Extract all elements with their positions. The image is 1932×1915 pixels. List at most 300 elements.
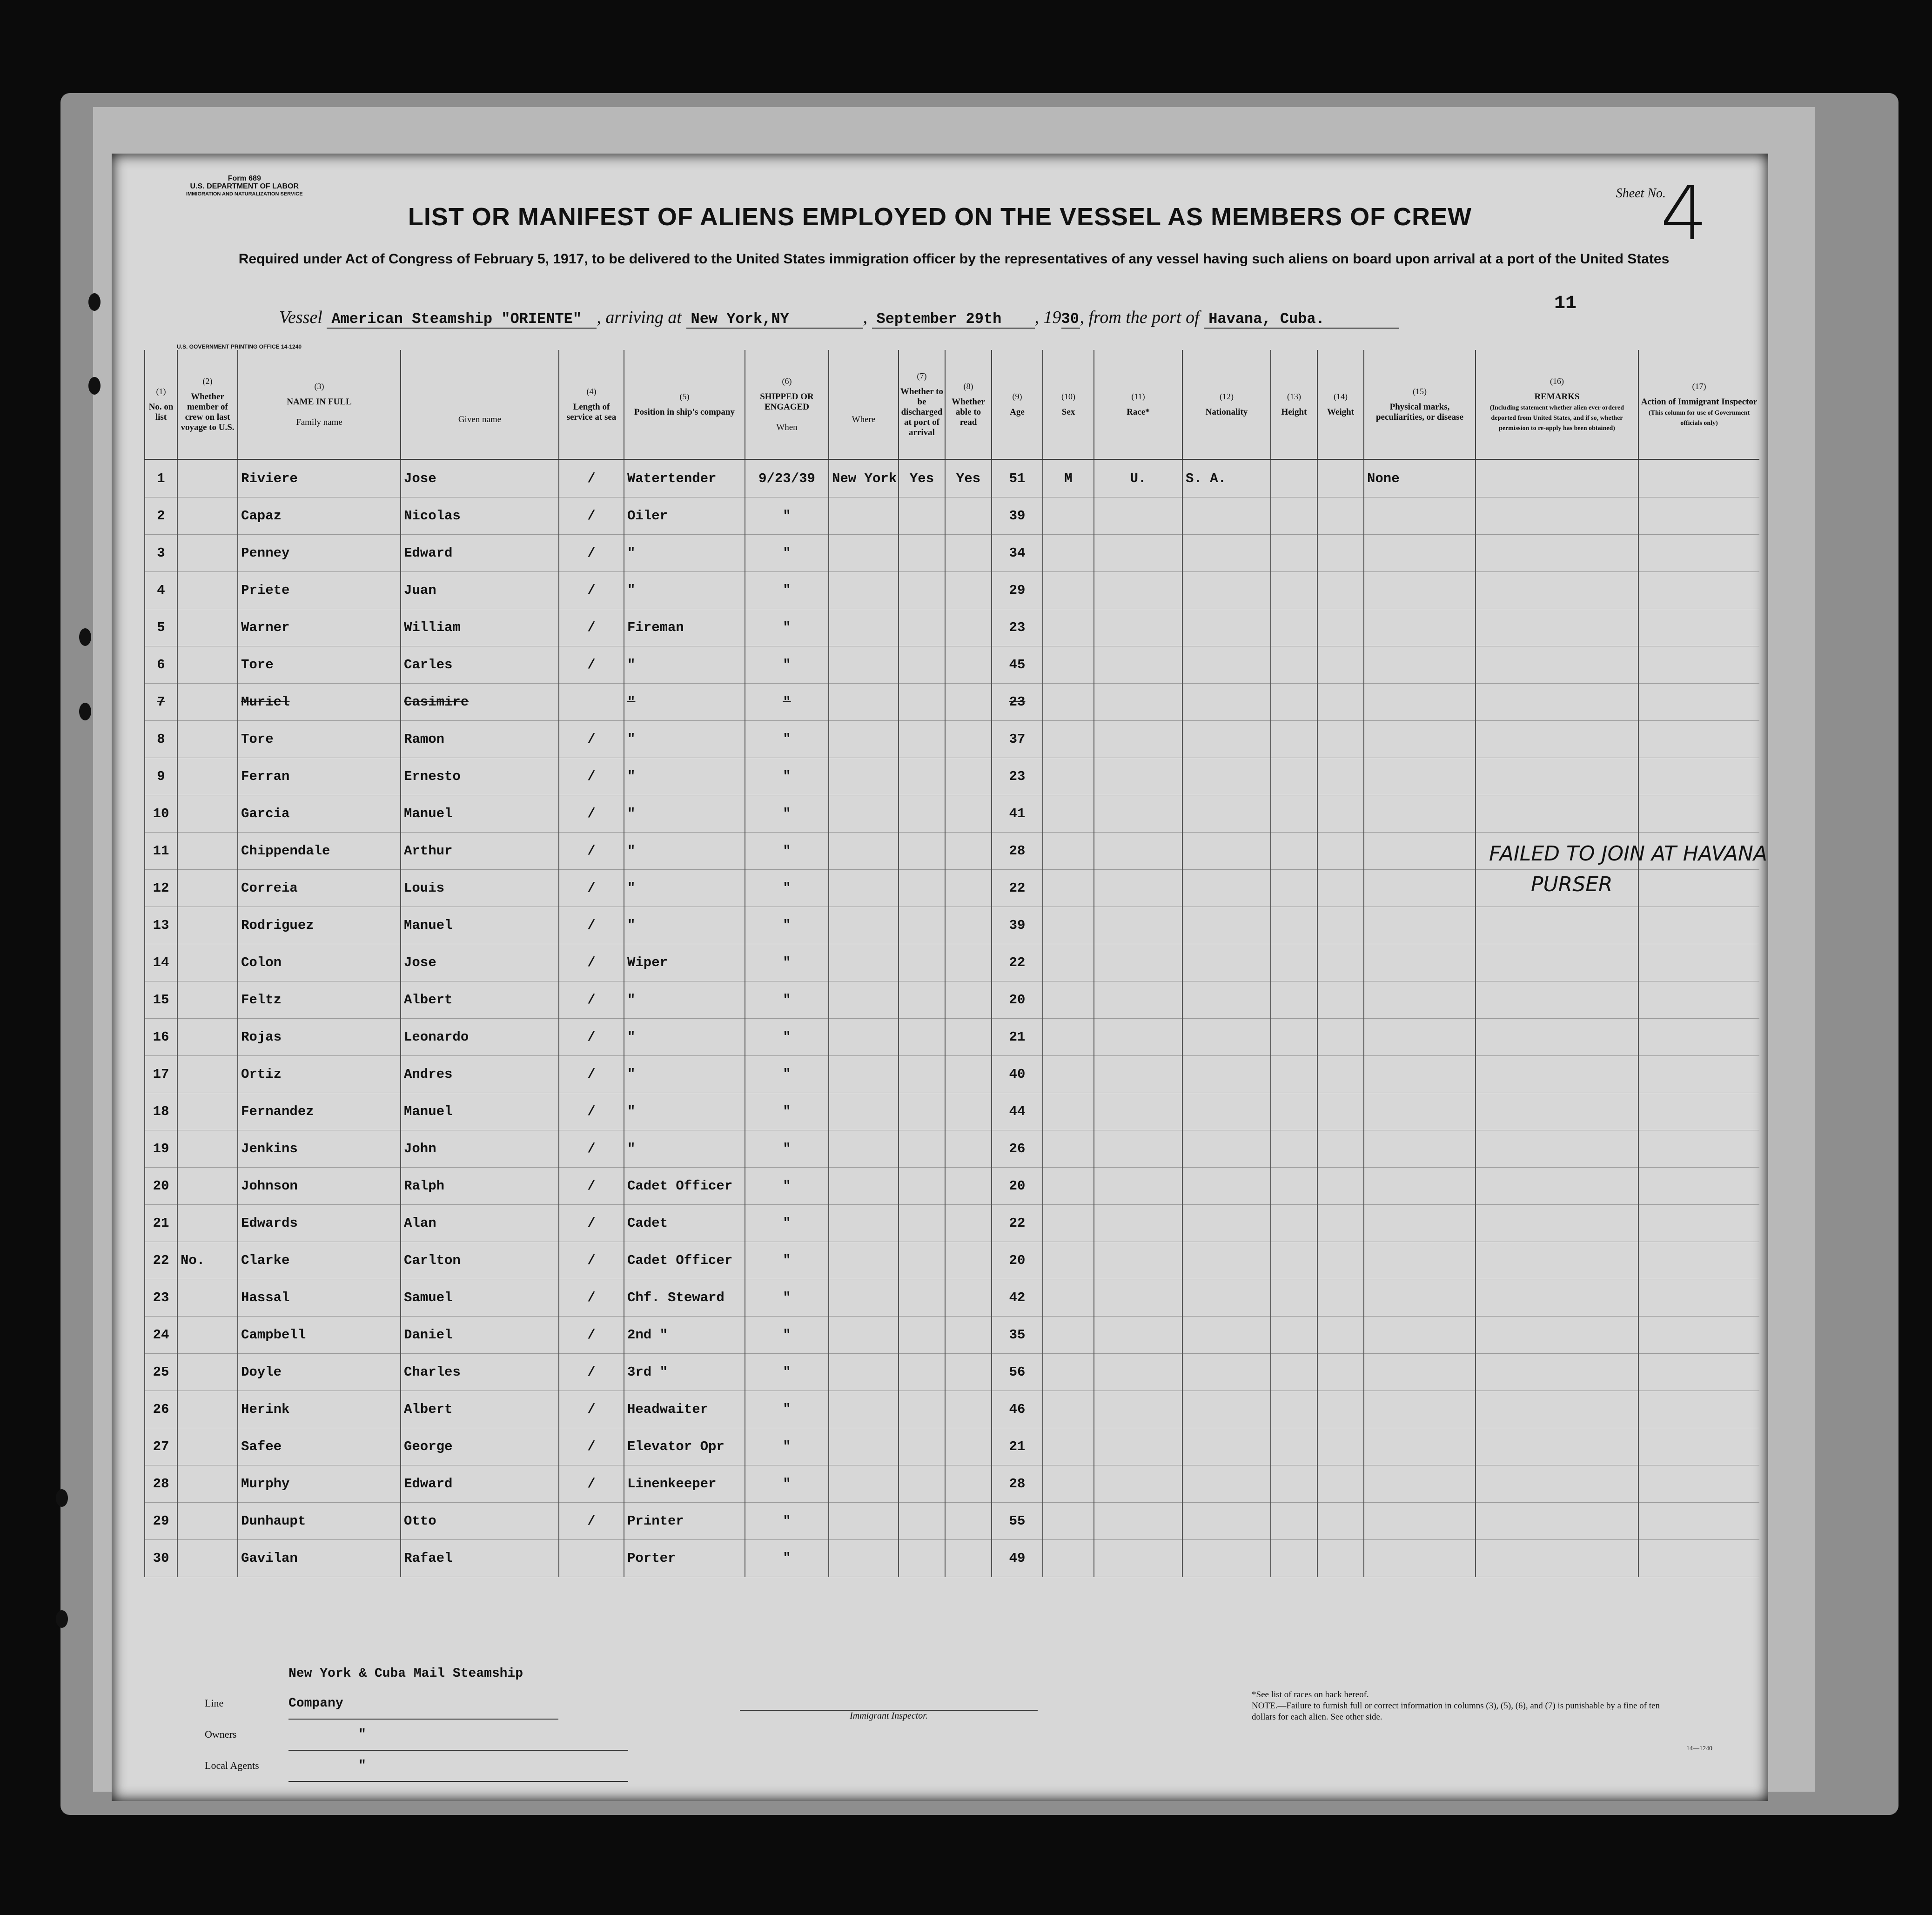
- cell-race: [1094, 1130, 1182, 1168]
- cell-physical: [1364, 944, 1476, 981]
- cell-action: [1638, 758, 1759, 795]
- cell-age: 49: [992, 1540, 1043, 1577]
- cell-action: [1638, 944, 1759, 981]
- cell-nationality: [1182, 1056, 1271, 1093]
- cell-service: /: [559, 1130, 624, 1168]
- cell-where: [829, 684, 899, 721]
- cell-service: [559, 684, 624, 721]
- cell-sex: [1043, 1465, 1094, 1503]
- cell-physical: [1364, 1503, 1476, 1540]
- cell-weight: [1317, 1540, 1364, 1577]
- footer-notes: [1252, 1689, 1670, 1723]
- cell-service: /: [559, 721, 624, 758]
- cell-sex: [1043, 944, 1094, 981]
- cell-sex: [1043, 497, 1094, 535]
- cell-last: [177, 907, 238, 944]
- col-inspector-action: (17) Action of Immigrant Inspector (This column for use of Government officials only): [1638, 350, 1759, 460]
- cell-physical: [1364, 1168, 1476, 1205]
- cell-given: Manuel: [401, 907, 559, 944]
- cell-read: [945, 907, 992, 944]
- cell-weight: [1317, 1354, 1364, 1391]
- cell-no: 10: [145, 795, 177, 833]
- cell-remarks: [1476, 1242, 1638, 1279]
- cell-no: 13: [145, 907, 177, 944]
- cell-physical: [1364, 1242, 1476, 1279]
- cell-when: ": [745, 1168, 829, 1205]
- cell-sex: [1043, 609, 1094, 646]
- cell-weight: [1317, 981, 1364, 1019]
- cell-given: Samuel: [401, 1279, 559, 1317]
- cell-last: [177, 572, 238, 609]
- cell-sex: [1043, 1093, 1094, 1130]
- cell-position: Wiper: [624, 944, 745, 981]
- cell-race: [1094, 572, 1182, 609]
- cell-position: ": [624, 721, 745, 758]
- cell-read: [945, 684, 992, 721]
- inspector-caption: Immigrant Inspector.: [850, 1711, 928, 1721]
- cell-age: 28: [992, 833, 1043, 870]
- cell-remarks: [1476, 758, 1638, 795]
- cell-position: Cadet Officer: [624, 1242, 745, 1279]
- cell-where: [829, 944, 899, 981]
- cell-last: [177, 1093, 238, 1130]
- cell-weight: [1317, 795, 1364, 833]
- cell-remarks: [1476, 684, 1638, 721]
- cell-discharged: [899, 758, 945, 795]
- cell-sex: [1043, 1317, 1094, 1354]
- cell-service: /: [559, 497, 624, 535]
- cell-remarks: [1476, 981, 1638, 1019]
- cell-family: Tore: [238, 646, 401, 684]
- cell-no: 4: [145, 572, 177, 609]
- cell-position: ": [624, 646, 745, 684]
- cell-discharged: [899, 572, 945, 609]
- cell-weight: [1317, 1317, 1364, 1354]
- cell-given: Albert: [401, 981, 559, 1019]
- cell-no: 1: [145, 460, 177, 497]
- cell-when: ": [745, 1465, 829, 1503]
- table-row: [145, 1168, 1759, 1205]
- cell-service: /: [559, 1465, 624, 1503]
- cell-sex: [1043, 1130, 1094, 1168]
- table-row: [145, 1465, 1759, 1503]
- table-row: [145, 1354, 1759, 1391]
- from-label: from the port of: [1088, 308, 1200, 327]
- cell-age: 20: [992, 1242, 1043, 1279]
- cell-race: [1094, 833, 1182, 870]
- cell-race: [1094, 1279, 1182, 1317]
- cell-family: Jenkins: [238, 1130, 401, 1168]
- footer-block: [205, 1659, 628, 1782]
- cell-height: [1271, 1279, 1317, 1317]
- cell-read: [945, 1242, 992, 1279]
- from-port: Havana, Cuba.: [1204, 310, 1399, 329]
- cell-read: [945, 833, 992, 870]
- cell-nationality: [1182, 1168, 1271, 1205]
- cell-age: 39: [992, 497, 1043, 535]
- cell-height: [1271, 1317, 1317, 1354]
- crew-manifest-table: [144, 350, 1759, 1577]
- year-suffix: 30: [1061, 310, 1079, 328]
- cell-given: Charles: [401, 1354, 559, 1391]
- cell-age: 22: [992, 1205, 1043, 1242]
- stamp-number: 11: [1554, 293, 1577, 314]
- cell-when: ": [745, 609, 829, 646]
- cell-race: [1094, 535, 1182, 572]
- cell-position: Cadet Officer: [624, 1168, 745, 1205]
- cell-physical: [1364, 1317, 1476, 1354]
- col-shipped-when: (6) SHIPPED OR ENGAGED When: [745, 350, 829, 460]
- cell-nationality: [1182, 684, 1271, 721]
- cell-action: [1638, 870, 1759, 907]
- cell-remarks: [1476, 795, 1638, 833]
- cell-discharged: [899, 1428, 945, 1465]
- cell-where: [829, 1205, 899, 1242]
- cell-when: ": [745, 1093, 829, 1130]
- cell-physical: [1364, 870, 1476, 907]
- cell-age: 34: [992, 535, 1043, 572]
- cell-nationality: [1182, 721, 1271, 758]
- sheet-label: Sheet No.: [1616, 186, 1666, 201]
- cell-family: Dunhaupt: [238, 1503, 401, 1540]
- cell-weight: [1317, 1428, 1364, 1465]
- cell-when: ": [745, 684, 829, 721]
- cell-no: 16: [145, 1019, 177, 1056]
- cell-family: Garcia: [238, 795, 401, 833]
- cell-position: ": [624, 795, 745, 833]
- cell-read: [945, 1354, 992, 1391]
- cell-read: [945, 870, 992, 907]
- cell-height: [1271, 1205, 1317, 1242]
- cell-given: Casimire: [401, 684, 559, 721]
- cell-given: Otto: [401, 1503, 559, 1540]
- cell-given: Jose: [401, 944, 559, 981]
- cell-nationality: [1182, 758, 1271, 795]
- cell-service: /: [559, 609, 624, 646]
- cell-age: 42: [992, 1279, 1043, 1317]
- cell-service: /: [559, 1242, 624, 1279]
- cell-age: 23: [992, 758, 1043, 795]
- cell-sex: [1043, 1540, 1094, 1577]
- cell-discharged: [899, 944, 945, 981]
- cell-discharged: [899, 1093, 945, 1130]
- cell-weight: [1317, 684, 1364, 721]
- cell-position: Printer: [624, 1503, 745, 1540]
- cell-read: [945, 535, 992, 572]
- table-row: [145, 1540, 1759, 1577]
- cell-age: 22: [992, 870, 1043, 907]
- cell-discharged: [899, 1056, 945, 1093]
- cell-nationality: [1182, 1540, 1271, 1577]
- cell-height: [1271, 535, 1317, 572]
- cell-height: [1271, 981, 1317, 1019]
- cell-remarks: [1476, 497, 1638, 535]
- cell-family: Rodriguez: [238, 907, 401, 944]
- cell-service: /: [559, 833, 624, 870]
- cell-when: ": [745, 1354, 829, 1391]
- cell-action: [1638, 1279, 1759, 1317]
- cell-service: /: [559, 1391, 624, 1428]
- agents-label: Local Agents: [205, 1760, 259, 1771]
- cell-remarks: [1476, 1428, 1638, 1465]
- cell-age: 41: [992, 795, 1043, 833]
- cell-height: [1271, 870, 1317, 907]
- cell-weight: [1317, 1465, 1364, 1503]
- cell-given: Edward: [401, 535, 559, 572]
- cell-no: 29: [145, 1503, 177, 1540]
- cell-sex: [1043, 1019, 1094, 1056]
- cell-discharged: Yes: [899, 460, 945, 497]
- cell-action: [1638, 1540, 1759, 1577]
- cell-service: /: [559, 758, 624, 795]
- cell-position: 2nd ": [624, 1317, 745, 1354]
- cell-where: [829, 1465, 899, 1503]
- cell-family: Warner: [238, 609, 401, 646]
- vessel-name: American Steamship "ORIENTE": [327, 310, 597, 329]
- cell-family: Rojas: [238, 1019, 401, 1056]
- cell-position: ": [624, 1019, 745, 1056]
- cell-remarks: [1476, 1056, 1638, 1093]
- cell-sex: [1043, 981, 1094, 1019]
- cell-weight: [1317, 1242, 1364, 1279]
- cell-race: [1094, 795, 1182, 833]
- cell-position: Headwaiter: [624, 1391, 745, 1428]
- cell-last: [177, 1391, 238, 1428]
- page-subtitle: Required under Act of Congress of February 5, 1917, to be delivered to the United States immigration officer by the representatives of any vessel having such aliens on board upon arrival at a port of the United States: [238, 251, 1670, 267]
- cell-when: ": [745, 1540, 829, 1577]
- cell-given: Andres: [401, 1056, 559, 1093]
- cell-last: [177, 981, 238, 1019]
- cell-action: [1638, 497, 1759, 535]
- cell-race: [1094, 1093, 1182, 1130]
- cell-nationality: [1182, 646, 1271, 684]
- cell-position: ": [624, 572, 745, 609]
- cell-physical: [1364, 1019, 1476, 1056]
- cell-nationality: [1182, 1130, 1271, 1168]
- cell-discharged: [899, 721, 945, 758]
- cell-nationality: [1182, 1093, 1271, 1130]
- cell-race: [1094, 1019, 1182, 1056]
- cell-service: /: [559, 795, 624, 833]
- cell-age: 46: [992, 1391, 1043, 1428]
- cell-when: ": [745, 1317, 829, 1354]
- cell-nationality: [1182, 1205, 1271, 1242]
- cell-age: 23: [992, 684, 1043, 721]
- cell-last: [177, 609, 238, 646]
- cell-where: [829, 646, 899, 684]
- col-weight: (14) Weight: [1317, 350, 1364, 460]
- col-remarks: (16) REMARKS (Including statement whether alien ever ordered deported from United States, and if so, whether permission to re-apply has been obtained): [1476, 350, 1638, 460]
- cell-service: /: [559, 1093, 624, 1130]
- cell-no: 30: [145, 1540, 177, 1577]
- cell-nationality: S. A.: [1182, 460, 1271, 497]
- cell-sex: [1043, 721, 1094, 758]
- cell-remarks: [1476, 1205, 1638, 1242]
- cell-given: Alan: [401, 1205, 559, 1242]
- cell-weight: [1317, 460, 1364, 497]
- cell-race: [1094, 1428, 1182, 1465]
- cell-no: 26: [145, 1391, 177, 1428]
- cell-weight: [1317, 1019, 1364, 1056]
- cell-physical: [1364, 1130, 1476, 1168]
- cell-race: [1094, 1242, 1182, 1279]
- cell-physical: [1364, 833, 1476, 870]
- table-row: [145, 1093, 1759, 1130]
- cell-nationality: [1182, 1354, 1271, 1391]
- cell-weight: [1317, 572, 1364, 609]
- remark-failed-to-join: FAILED TO JOIN AT HAVANA: [1489, 842, 1767, 866]
- cell-last: [177, 1503, 238, 1540]
- table-row: [145, 535, 1759, 572]
- cell-service: /: [559, 646, 624, 684]
- cell-sex: [1043, 1354, 1094, 1391]
- cell-where: [829, 1391, 899, 1428]
- cell-where: [829, 1428, 899, 1465]
- cell-age: 20: [992, 1168, 1043, 1205]
- cell-read: [945, 1168, 992, 1205]
- table-row: [145, 609, 1759, 646]
- cell-where: [829, 1317, 899, 1354]
- cell-service: /: [559, 944, 624, 981]
- cell-last: [177, 684, 238, 721]
- table-row: [145, 907, 1759, 944]
- owners-value: ": [288, 1720, 628, 1751]
- table-row: [145, 1205, 1759, 1242]
- cell-height: [1271, 795, 1317, 833]
- table-row: [145, 944, 1759, 981]
- cell-no: 2: [145, 497, 177, 535]
- cell-given: Daniel: [401, 1317, 559, 1354]
- cell-discharged: [899, 609, 945, 646]
- cell-no: 18: [145, 1093, 177, 1130]
- cell-discharged: [899, 1242, 945, 1279]
- table-row: [145, 1503, 1759, 1540]
- cell-race: [1094, 1317, 1182, 1354]
- cell-given: Jose: [401, 460, 559, 497]
- inspector-signature: [740, 1675, 1038, 1711]
- cell-given: Leonardo: [401, 1019, 559, 1056]
- cell-remarks: [1476, 609, 1638, 646]
- inspector-signature-block: [740, 1675, 1038, 1721]
- form-header: [186, 175, 303, 198]
- cell-last: [177, 721, 238, 758]
- cell-read: [945, 944, 992, 981]
- cell-read: [945, 1019, 992, 1056]
- cell-race: [1094, 870, 1182, 907]
- cell-discharged: [899, 1168, 945, 1205]
- arriving-label: arriving at: [605, 308, 682, 327]
- cell-sex: [1043, 1279, 1094, 1317]
- cell-discharged: [899, 1465, 945, 1503]
- cell-family: Ferran: [238, 758, 401, 795]
- cell-race: [1094, 721, 1182, 758]
- table-row: [145, 758, 1759, 795]
- table-row: [145, 646, 1759, 684]
- cell-family: Johnson: [238, 1168, 401, 1205]
- cell-when: ": [745, 1205, 829, 1242]
- col-family-name: (3) NAME IN FULL Family name: [238, 350, 401, 460]
- cell-nationality: [1182, 833, 1271, 870]
- cell-discharged: [899, 1317, 945, 1354]
- cell-last: No.: [177, 1242, 238, 1279]
- cell-height: [1271, 1428, 1317, 1465]
- service: IMMIGRATION AND NATURALIZATION SERVICE: [186, 191, 303, 197]
- cell-when: ": [745, 758, 829, 795]
- cell-family: Muriel: [238, 684, 401, 721]
- cell-family: Clarke: [238, 1242, 401, 1279]
- cell-physical: [1364, 609, 1476, 646]
- cell-position: ": [624, 833, 745, 870]
- cell-where: [829, 833, 899, 870]
- cell-when: ": [745, 572, 829, 609]
- cell-nationality: [1182, 870, 1271, 907]
- cell-no: 5: [145, 609, 177, 646]
- cell-service: /: [559, 907, 624, 944]
- cell-position: ": [624, 1130, 745, 1168]
- col-nationality: (12) Nationality: [1182, 350, 1271, 460]
- cell-height: [1271, 944, 1317, 981]
- cell-read: [945, 1317, 992, 1354]
- cell-where: New York: [829, 460, 899, 497]
- cell-position: ": [624, 535, 745, 572]
- cell-height: [1271, 721, 1317, 758]
- cell-no: 12: [145, 870, 177, 907]
- cell-physical: [1364, 1465, 1476, 1503]
- cell-family: Capaz: [238, 497, 401, 535]
- cell-no: 15: [145, 981, 177, 1019]
- cell-nationality: [1182, 497, 1271, 535]
- cell-age: 35: [992, 1317, 1043, 1354]
- cell-position: Oiler: [624, 497, 745, 535]
- cell-remarks: [1476, 1391, 1638, 1428]
- cell-when: ": [745, 1056, 829, 1093]
- cell-nationality: [1182, 1503, 1271, 1540]
- cell-race: [1094, 1503, 1182, 1540]
- cell-remarks: [1476, 1168, 1638, 1205]
- cell-remarks: [1476, 535, 1638, 572]
- cell-sex: [1043, 907, 1094, 944]
- cell-last: [177, 460, 238, 497]
- cell-where: [829, 497, 899, 535]
- cell-service: /: [559, 1503, 624, 1540]
- cell-given: John: [401, 1130, 559, 1168]
- cell-discharged: [899, 1205, 945, 1242]
- col-physical-marks: (15) Physical marks, peculiarities, or disease: [1364, 350, 1476, 460]
- cell-last: [177, 944, 238, 981]
- cell-sex: [1043, 1503, 1094, 1540]
- cell-race: [1094, 1391, 1182, 1428]
- cell-nationality: [1182, 535, 1271, 572]
- cell-age: 56: [992, 1354, 1043, 1391]
- cell-position: Porter: [624, 1540, 745, 1577]
- cell-remarks: [1476, 721, 1638, 758]
- cell-remarks: [1476, 1130, 1638, 1168]
- col-height: (13) Height: [1271, 350, 1317, 460]
- cell-age: 55: [992, 1503, 1043, 1540]
- cell-discharged: [899, 907, 945, 944]
- cell-age: 40: [992, 1056, 1043, 1093]
- cell-height: [1271, 1168, 1317, 1205]
- cell-nationality: [1182, 1465, 1271, 1503]
- cell-given: Edward: [401, 1465, 559, 1503]
- cell-position: Linenkeeper: [624, 1465, 745, 1503]
- cell-height: [1271, 1242, 1317, 1279]
- cell-action: [1638, 1205, 1759, 1242]
- table-row: [145, 1391, 1759, 1428]
- cell-where: [829, 1168, 899, 1205]
- cell-action: [1638, 1428, 1759, 1465]
- cell-age: 37: [992, 721, 1043, 758]
